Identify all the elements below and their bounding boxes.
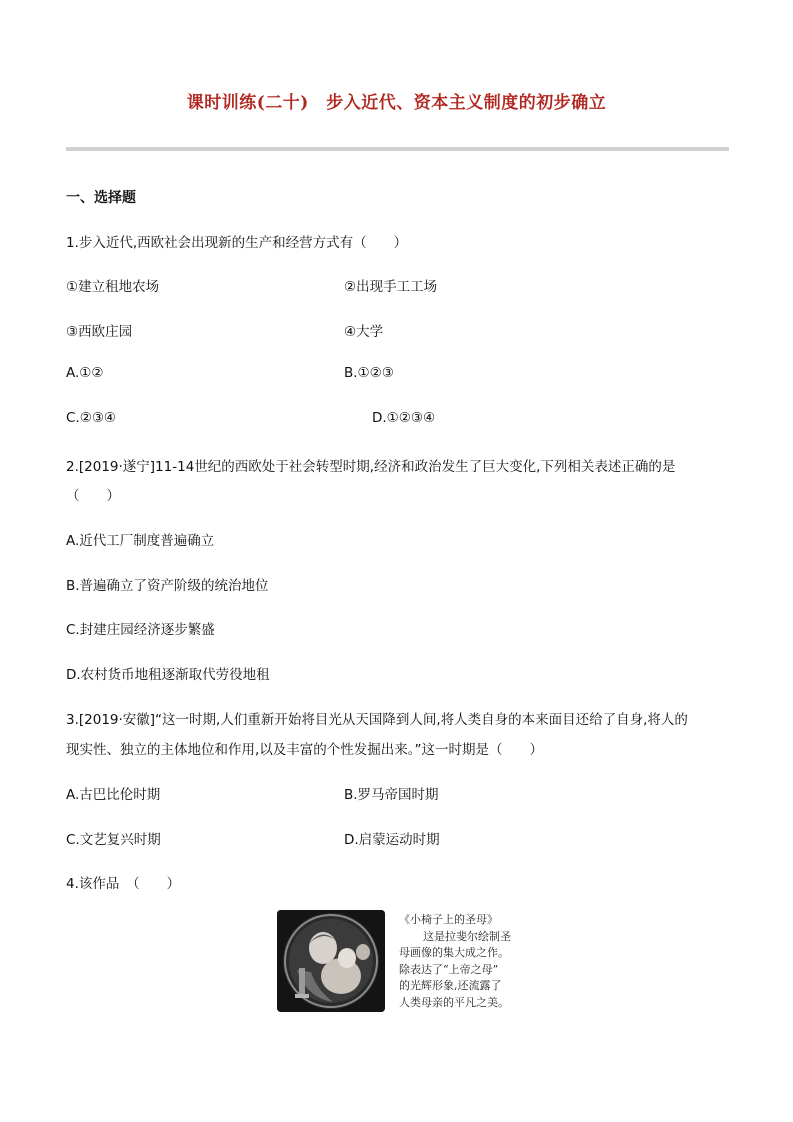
- q1-item: ②出现手工工场: [344, 279, 438, 295]
- q2-stem-line1: 2.[2019·遂宁]11-14世纪的西欧处于社会转型时期,经济和政治发生了巨大变化,下列相关表述正确的是: [66, 459, 676, 475]
- q3-stem-line2: 现实性、独立的主体地位和作用,以及丰富的个性发掘出来。”这一时期是（ ）: [66, 742, 544, 758]
- q1-option-c: C.②③④: [66, 410, 117, 426]
- q1-item: ③西欧庄园: [66, 324, 133, 340]
- q2-option-a: A.近代工厂制度普遍确立: [66, 533, 215, 549]
- q1-item: ①建立租地农场: [66, 279, 160, 295]
- caption-line: 除表达了“上帝之母”: [399, 962, 499, 976]
- artwork-figure: [277, 910, 522, 1012]
- caption-line: 母画像的集大成之作。: [399, 946, 509, 959]
- q2-option-c: C.封建庄园经济逐步繁盛: [66, 622, 215, 638]
- q1-option-b: B.①②③: [344, 365, 394, 381]
- caption-line: 《小椅子上的圣母》: [399, 913, 498, 926]
- q1-option-d: D.①②③④: [372, 410, 436, 426]
- q3-stem-line1: 3.[2019·安徽]“这一时期,人们重新开始将目光从天国降到人间,将人类自身的本来面目还给了自身,将人的: [66, 712, 688, 728]
- caption-line: 这是拉斐尔绘制圣: [423, 929, 511, 943]
- q4-stem: 4.该作品 （ ）: [66, 876, 181, 892]
- q2-option-d: D.农村货币地租逐渐取代劳役地租: [66, 667, 270, 683]
- q3-option-b: B.罗马帝国时期: [344, 787, 439, 803]
- q2-option-b: B.普遍确立了资产阶级的统治地位: [66, 578, 269, 594]
- caption-line: 人类母亲的平凡之美。: [399, 995, 509, 1009]
- section-heading: 一、选择题: [66, 190, 136, 206]
- madonna-painting-image: [277, 910, 385, 1012]
- q1-item: ④大学: [344, 324, 384, 340]
- q3-option-c: C.文艺复兴时期: [66, 832, 161, 848]
- title-divider: [66, 147, 729, 151]
- q1-option-a: A.①②: [66, 365, 104, 381]
- q2-stem-line2: （ ）: [66, 488, 120, 504]
- page-title: 课时训练(二十) 步入近代、资本主义制度的初步确立: [186, 93, 607, 113]
- artwork-caption: [399, 912, 523, 1011]
- caption-line: 的光辉形象,还流露了: [399, 979, 502, 992]
- q3-option-d: D.启蒙运动时期: [344, 832, 440, 848]
- q1-stem: 1.步入近代,西欧社会出现新的生产和经营方式有（ ）: [66, 235, 408, 251]
- q3-option-a: A.古巴比伦时期: [66, 787, 161, 803]
